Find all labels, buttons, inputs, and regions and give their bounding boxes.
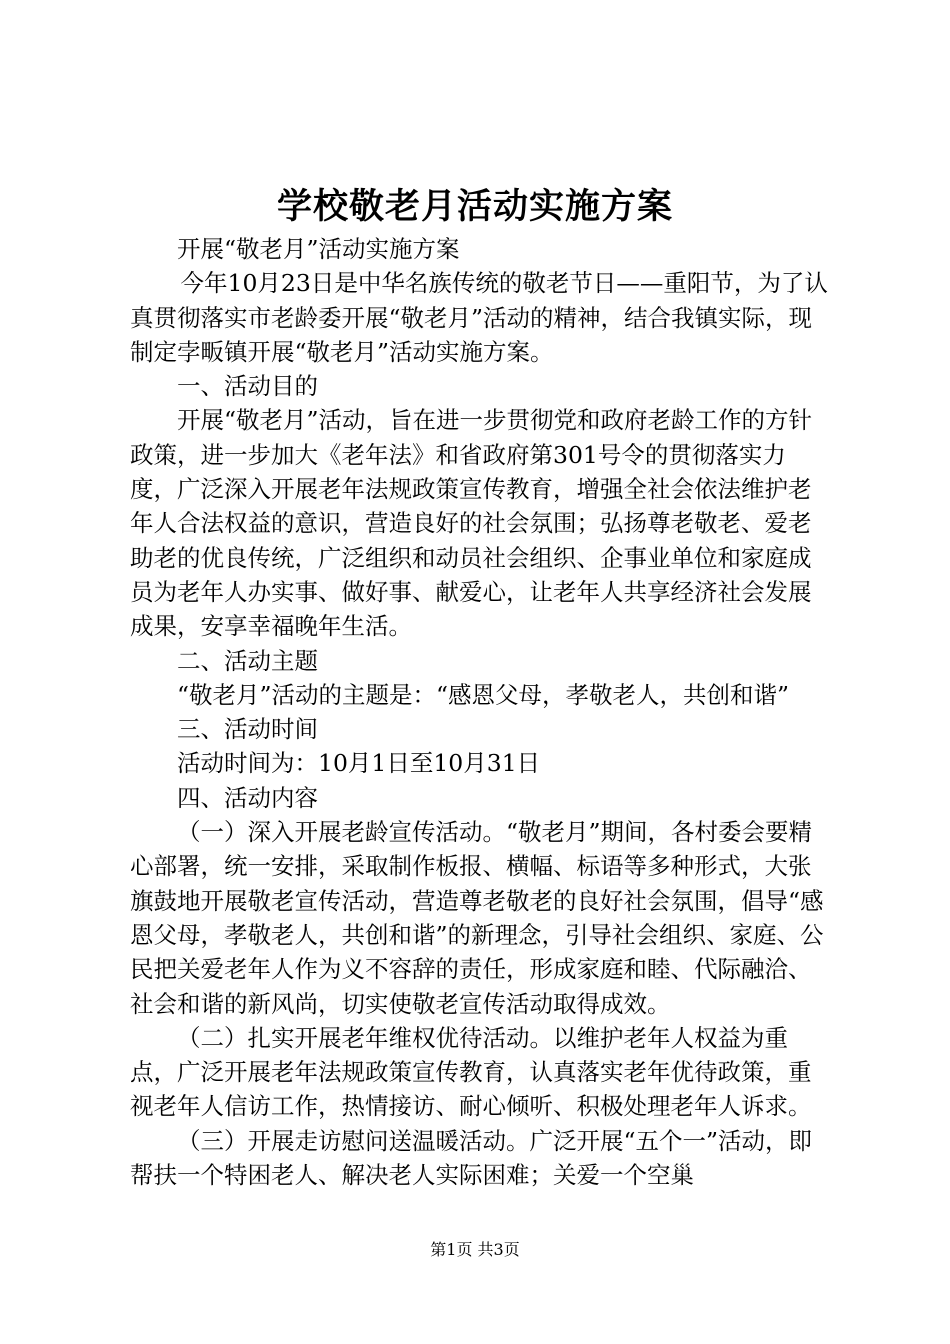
theme-paragraph: “敬老月”活动的主题是：“感恩父母，孝敬老人，共创和谐” bbox=[177, 680, 790, 709]
section-heading-content: 四、活动内容 bbox=[177, 783, 318, 812]
section-heading-time: 三、活动时间 bbox=[177, 715, 318, 744]
section-heading-purpose: 一、活动目的 bbox=[177, 372, 318, 401]
section-heading-theme: 二、活动主题 bbox=[177, 646, 318, 675]
intro-paragraph: 今年10月23日是中华名族传统的敬老节日——重阳节，为了认真贯彻落实市老龄委开展“敬老月”活动的精神，结合我镇实际，现制定孛畈镇开展“敬老月”活动实施方案。 bbox=[130, 269, 828, 366]
content-item-2: （二）扎实开展老年维权优待活动。以维护老年人权益为重点，广泛开展老年法规政策宣传教育，认真落实老年优待政策，重视老年人信访工作，热情接访、耐心倾听、积极处理老年人诉求。 bbox=[130, 1023, 812, 1121]
document-title: 学校敬老月活动实施方案 bbox=[276, 186, 673, 227]
document-body bbox=[130, 232, 830, 1192]
purpose-paragraph: 开展“敬老月”活动，旨在进一步贯彻党和政府老龄工作的方针政策，进一步加大《老年法》和省政府第301号令的贯彻落实力度，广泛深入开展老年法规政策宣传教育，增强全社会依法维护老年人合法权益的意识，营造良好的社会氛围；弘扬尊老敬老、爱老助老的优良传统，广泛组织和动员社会组织、企事业单位和家庭成员为老年人办实事、做好事、献爱心，让老年人共享经济社会发展成果，安享幸福晚年生活。 bbox=[130, 406, 813, 641]
content-item-1: （一）深入开展老龄宣传活动。“敬老月”期间，各村委会要精心部署，统一安排，采取制作板报、横幅、标语等多种形式，大张旗鼓地开展敬老宣传活动，营造尊老敬老的良好社会氛围，倡导“感恩父母，孝敬老人，共创和谐”的新理念，引导社会组织、家庭、公民把关爱老年人作为义不容辞的责任，形成家庭和睦、代际融洽、社会和谐的新风尚，切实使敬老宣传活动取得成效。 bbox=[130, 818, 824, 1018]
time-paragraph: 活动时间为：10月1日至10月31日 bbox=[177, 749, 541, 778]
page-footer: 第1页 共3页 bbox=[430, 1240, 520, 1259]
subtitle-paragraph: 开展“敬老月”活动实施方案 bbox=[177, 235, 460, 263]
content-item-3: （三）开展走访慰问送温暖活动。广泛开展“五个一”活动，即帮扶一个特困老人、解决老人实际困难；关爱一个空巢 bbox=[130, 1126, 813, 1190]
